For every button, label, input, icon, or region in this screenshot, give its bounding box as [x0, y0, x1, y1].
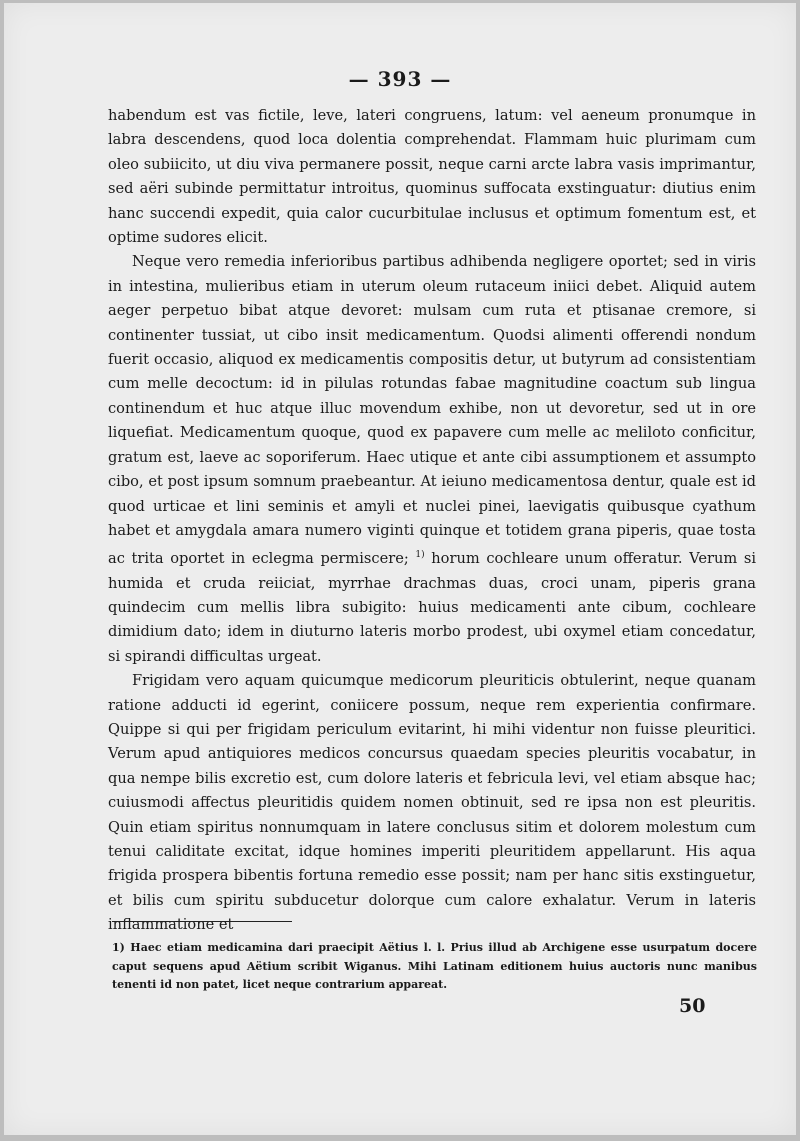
paragraph-3: Frigidam vero aquam quicumque medicorum pleuriticis obtulerint, neque quanam ratione adducti id egerint, coniicere possum, neque rem experientia confirmare. Quippe si qui per frigidam periculum evitarint, hi mihi videntur non fuisse pleuritici. Verum apud antiquiores medicos concursus quaedam species pleuritis vocabatur, in qua nempe bilis excretio est, cum dolore lateris et febricula levi, vel etiam absque hac; cuiusmodi affectus pleuritidis quidem nomen obtinuit, sed re ipsa non est pleuritis. Quin etiam spiritus nonnumquam in latere conclusus sitim et dolorem molestum cum tenui caliditate excitat, idque homines imperiti pleuritidem appellarunt. His aqua frigida prospera bibentis fortuna remedio esse possit; nam per hanc sitis exstinguetur, et bilis cum spiritu subducetur dolorque cum calore exhalatur. Verum in lateris inflammatione et: [108, 672, 756, 934]
paragraph-2-continuation: horum cochleare unum offeratur. Verum si humida et cruda reiiciat, myrrhae drachmas duas, croci unam, piperis grana quindecim cum mellis libra subigito: huius medicamenti ante cibum, cochleare dimidium dato; idem in diuturno lateris morbo prodest, ubi oxymel etiam concedatur, si spirandi difficultas urgeat.: [108, 550, 757, 665]
paragraph-2-text: Neque vero remedia inferioribus partibus adhibenda negligere oportet; sed in viris in intestina, mulieribus etiam in uterum oleum rutaceum iniici debet. Aliquid autem aeger perpetuo bibat atque devoret: mulsam cum ruta et ptisanae cremore, si continenter tussiat, ut cibo insit medicamentum. Quodsi alimenti offerendi nondum fuerit occasio, aliquod ex medicamentis compositis detur, ut butyrum ad consistentiam cum melle decoctum: id in pilulas rotundas fabae magnitudine coactum sub lingua continendum et huc atque illuc movendum exhibe, non ut devoretur, sed ut in ore liquefiat. Medicamentum quoque, quod ex papavere cum melle ac meliloto conficitur, gratum est, laeve ac soporiferum. Haec utique et ante cibi assumptionem et assumpto cibo, et post ipsum somnum praebeantur. At ieiuno medicamentosa dentur, quale est id quod urticae et lini seminis et amyli et nuclei pinei, laevigatis quibusque cyathum habet et amygdala amara numero viginti quinque et totidem grana piperis, quae tosta ac trita oportet in eclegma permiscere;: [108, 253, 756, 568]
paragraph-2: [108, 250, 756, 669]
main-text: [108, 104, 756, 938]
paragraph-1: habendum est vas fictile, leve, lateri congruens, latum: vel aeneum pronumque in labra descendens, quod loca dolentia comprehendat. Flammam huic plurimam cum oleo subiicito, ut diu viva permanere possit, neque carni arcte labra vasis imprimantur, sed aëri subinde permittatur introitus, quominus suffocata exstinguatur: diutius enim hanc succendi expedit, quia calor cucurbitulae inclusus et optimum fomentum est, et optime sudores elicit.: [108, 107, 756, 247]
book-page: [4, 3, 796, 1135]
signature-mark: 50: [679, 995, 706, 1017]
page-number: — 393 —: [348, 67, 452, 91]
footnote-separator: [112, 921, 292, 922]
footnote: 1) Haec etiam medicamina dari praecipit Aëtius l. l. Prius illud ab Archigene esse usurpatum docere caput sequens apud Aëtium scribit Wiganus. Mihi Latinam editionem huius auctoris nunc manibus tenenti id non patet, licet neque contrarium appareat.: [112, 941, 757, 991]
footnote-reference: 1): [415, 550, 425, 561]
